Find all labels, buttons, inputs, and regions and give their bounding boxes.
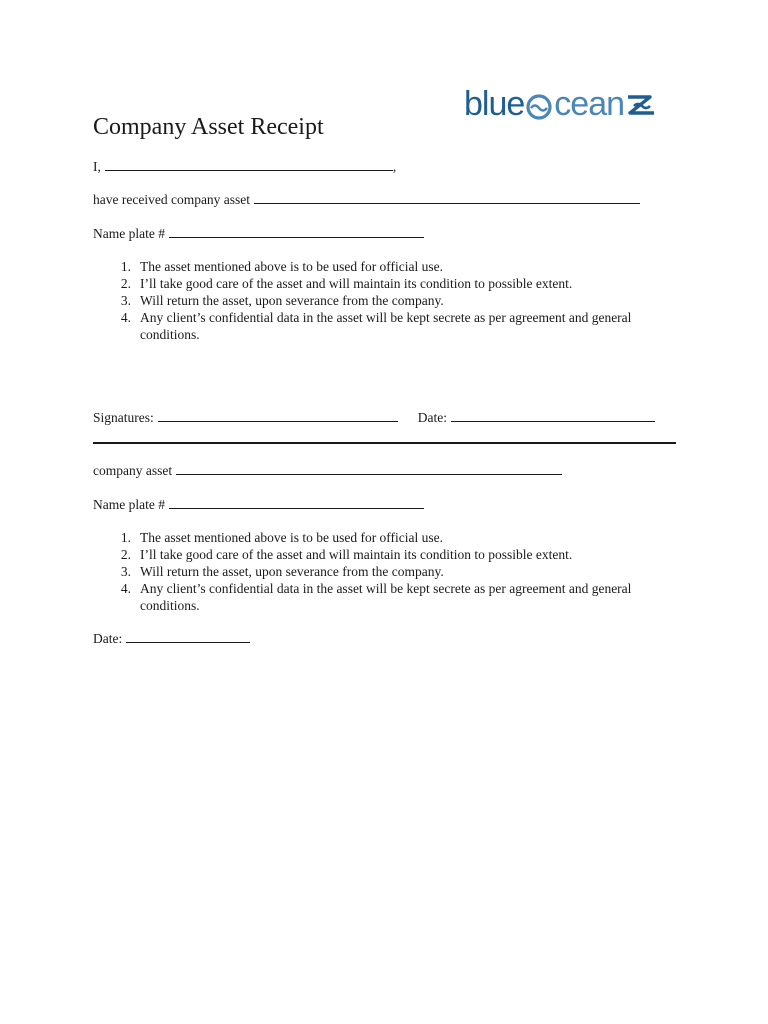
list-item xyxy=(93,529,673,546)
section-divider xyxy=(93,442,676,444)
logo-o-wave-icon xyxy=(524,91,554,121)
terms-list xyxy=(93,258,673,343)
asset-received-label: have received company asset xyxy=(93,192,251,207)
logo-text-cean: cean xyxy=(554,85,625,123)
list-item-number: 4. xyxy=(120,310,131,325)
logo-waves-icon xyxy=(624,89,658,123)
list-item-text: I’ll take good care of the asset and will maintain its condition to possible extent. xyxy=(140,276,573,291)
nameplate-row-2 xyxy=(93,496,424,514)
list-item xyxy=(93,292,673,309)
receiver-name-field[interactable] xyxy=(105,158,393,171)
receiver-label: I, xyxy=(93,159,101,174)
list-item xyxy=(93,309,673,343)
asset-received-field[interactable] xyxy=(254,191,640,204)
date-field-2[interactable] xyxy=(126,630,250,643)
list-item-number: 4. xyxy=(120,581,131,596)
logo-text-blue: blue xyxy=(464,85,525,123)
date-label: Date: xyxy=(417,410,447,425)
list-item-number: 1. xyxy=(120,259,131,274)
list-item-number: 2. xyxy=(120,547,131,562)
list-item-number: 2. xyxy=(120,276,131,291)
asset-row-2 xyxy=(93,462,562,480)
list-item xyxy=(93,275,673,292)
receiver-name-row xyxy=(93,158,396,176)
receiver-suffix: , xyxy=(392,159,397,174)
terms-list-2 xyxy=(93,529,673,614)
list-item-text: The asset mentioned above is to be used for official use. xyxy=(140,530,444,545)
list-item-text: Any client’s confidential data in the asset will be kept secrete as per agreement and general conditions. xyxy=(140,310,632,342)
signatures-label: Signatures: xyxy=(93,410,154,425)
list-item-text: The asset mentioned above is to be used for official use. xyxy=(140,259,444,274)
list-item-number: 3. xyxy=(120,293,131,308)
asset-label-2: company asset xyxy=(93,463,173,478)
asset-field-2[interactable] xyxy=(176,462,562,475)
nameplate-row xyxy=(93,225,424,243)
list-item xyxy=(93,258,673,275)
asset-received-row xyxy=(93,191,640,209)
date-label-2: Date: xyxy=(93,631,123,646)
list-item-text: I’ll take good care of the asset and will maintain its condition to possible extent. xyxy=(140,547,573,562)
date-row-2 xyxy=(93,630,250,648)
list-item-text: Any client’s confidential data in the asset will be kept secrete as per agreement and general conditions. xyxy=(140,581,632,613)
nameplate-field-2[interactable] xyxy=(169,496,424,509)
list-item-text: Will return the asset, upon severance from the company. xyxy=(140,564,444,579)
nameplate-label-2: Name plate # xyxy=(93,497,165,512)
signatures-field[interactable] xyxy=(158,409,398,422)
signatures-row xyxy=(93,409,655,427)
nameplate-label: Name plate # xyxy=(93,226,165,241)
list-item-text: Will return the asset, upon severance from the company. xyxy=(140,293,444,308)
page-title: Company Asset Receipt xyxy=(93,114,324,140)
company-logo xyxy=(464,84,658,124)
nameplate-field[interactable] xyxy=(169,225,424,238)
list-item xyxy=(93,546,673,563)
list-item-number: 1. xyxy=(120,530,131,545)
date-field[interactable] xyxy=(451,409,655,422)
list-item-number: 3. xyxy=(120,564,131,579)
list-item xyxy=(93,563,673,580)
list-item xyxy=(93,580,673,614)
